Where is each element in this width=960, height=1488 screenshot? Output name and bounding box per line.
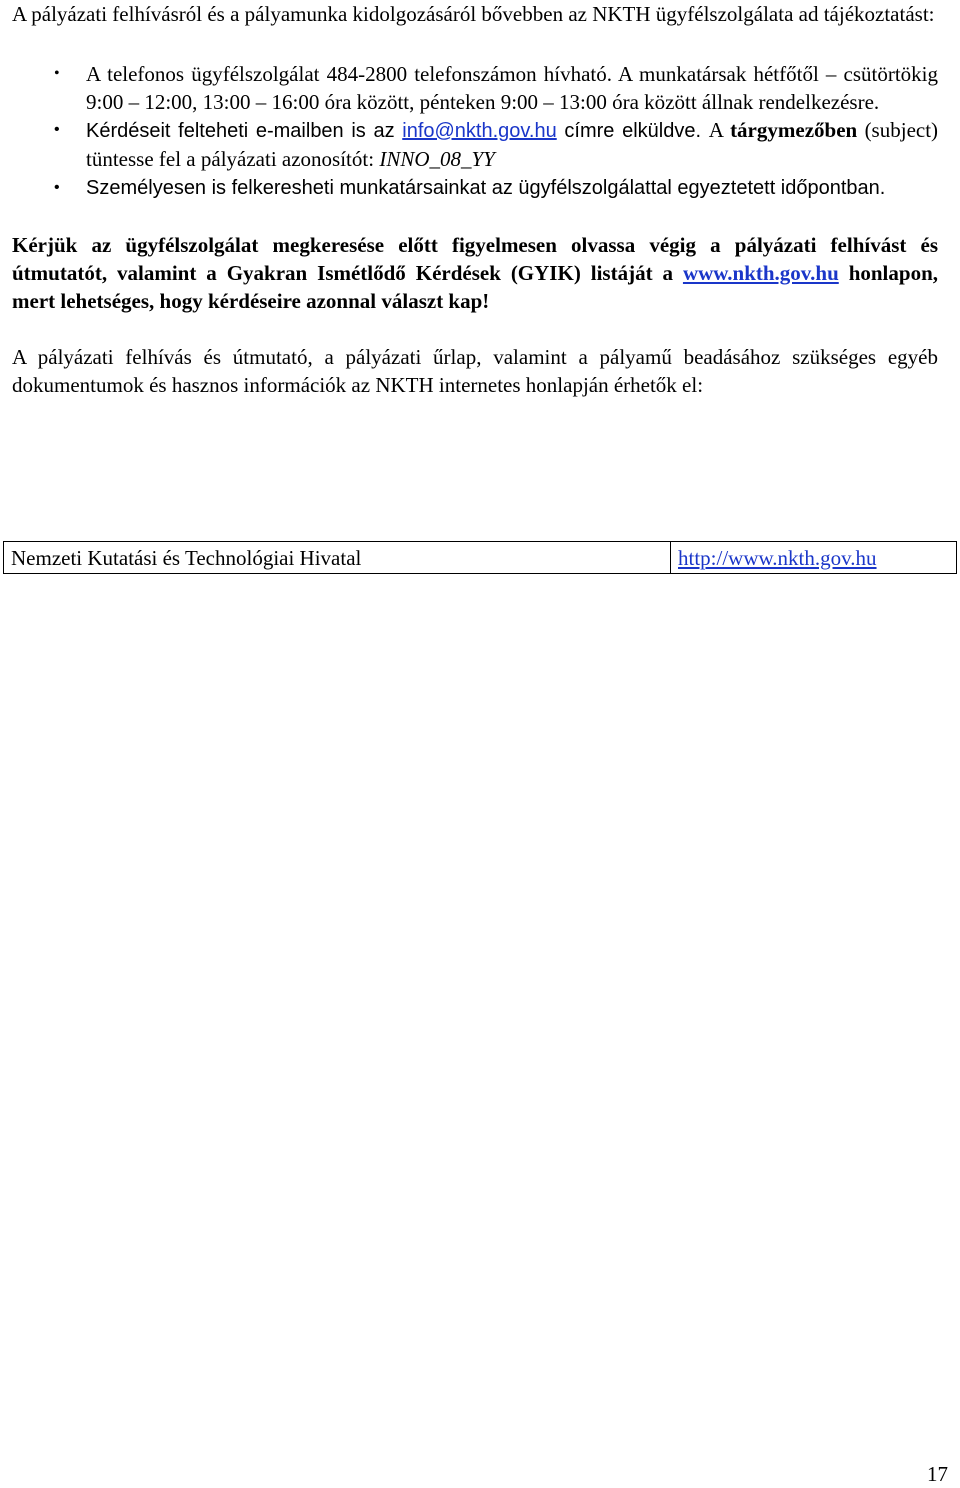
bullet-icon: • [54,179,60,196]
phone-info-text: A telefonos ügyfélszolgálat 484-2800 telefonszámon hívható. A munkatársak hétfőtől – csütörtökig 9:00 – 12:00, 13:00 – 16:00 óra között, pénteken 9:00 – 13:00 óra között állnak rendelkezésre. [86,62,938,114]
table-row [4,542,957,574]
list-item-phone [12,60,938,116]
personal-visit-text: Személyesen is felkeresheti munkatársainkat az ügyfélszolgálattal egyeztetett időpontban. [86,177,886,199]
organization-url-cell [671,542,957,574]
document-page [12,0,938,399]
organization-url-link[interactable]: http://www.nkth.gov.hu [678,545,877,570]
organization-name-cell: Nemzeti Kutatási és Technológiai Hivatal [4,542,671,574]
application-id: INNO_08_YY [379,147,495,171]
email-prefix-text: Kérdéseit felteheti e-mailben is az [86,120,395,142]
email-suffix-text: címre elküldve. [564,120,702,142]
list-item-personal [12,174,938,202]
notice-text: Kérjük az ügyfélszolgálat megkeresése előtt figyelmesen olvassa végig a pályázati felhívást és útmutatót, valamint a Gyakran Ismétlődő Kérdések (GYIK) listáját a [12,233,938,285]
subject-start-text: A [708,118,723,142]
list-item-email [12,116,938,174]
bullet-icon: • [54,121,60,138]
intro-paragraph: A pályázati felhívásról és a pályamunka kidolgozásáról bővebben az NKTH ügyfélszolgálata ad tájékoztatást: [12,2,935,26]
info-paragraph: A pályázati felhívás és útmutató, a pályázati űrlap, valamint a pályamű beadásához szükséges egyéb dokumentumok és hasznos információk az NKTH internetes honlapján érhetők el: [12,345,938,397]
notice-text-end: honlapon, mert lehetséges, hogy kérdéseire azonnal választ kap! [12,261,939,313]
email-link[interactable]: info@nkth.gov.hu [402,120,557,142]
website-link[interactable]: www.nkth.gov.hu [682,261,839,285]
resource-links-table [3,541,957,574]
subject-field-label: tárgymezőben [730,118,858,142]
notice-paragraph [12,231,938,315]
subject-instruction-text: (subject) tüntesse fel a pályázati azonosítót: [86,118,939,171]
bullet-icon: • [54,65,60,82]
contact-options-list [12,60,938,202]
page-number: 17 [927,1462,948,1486]
